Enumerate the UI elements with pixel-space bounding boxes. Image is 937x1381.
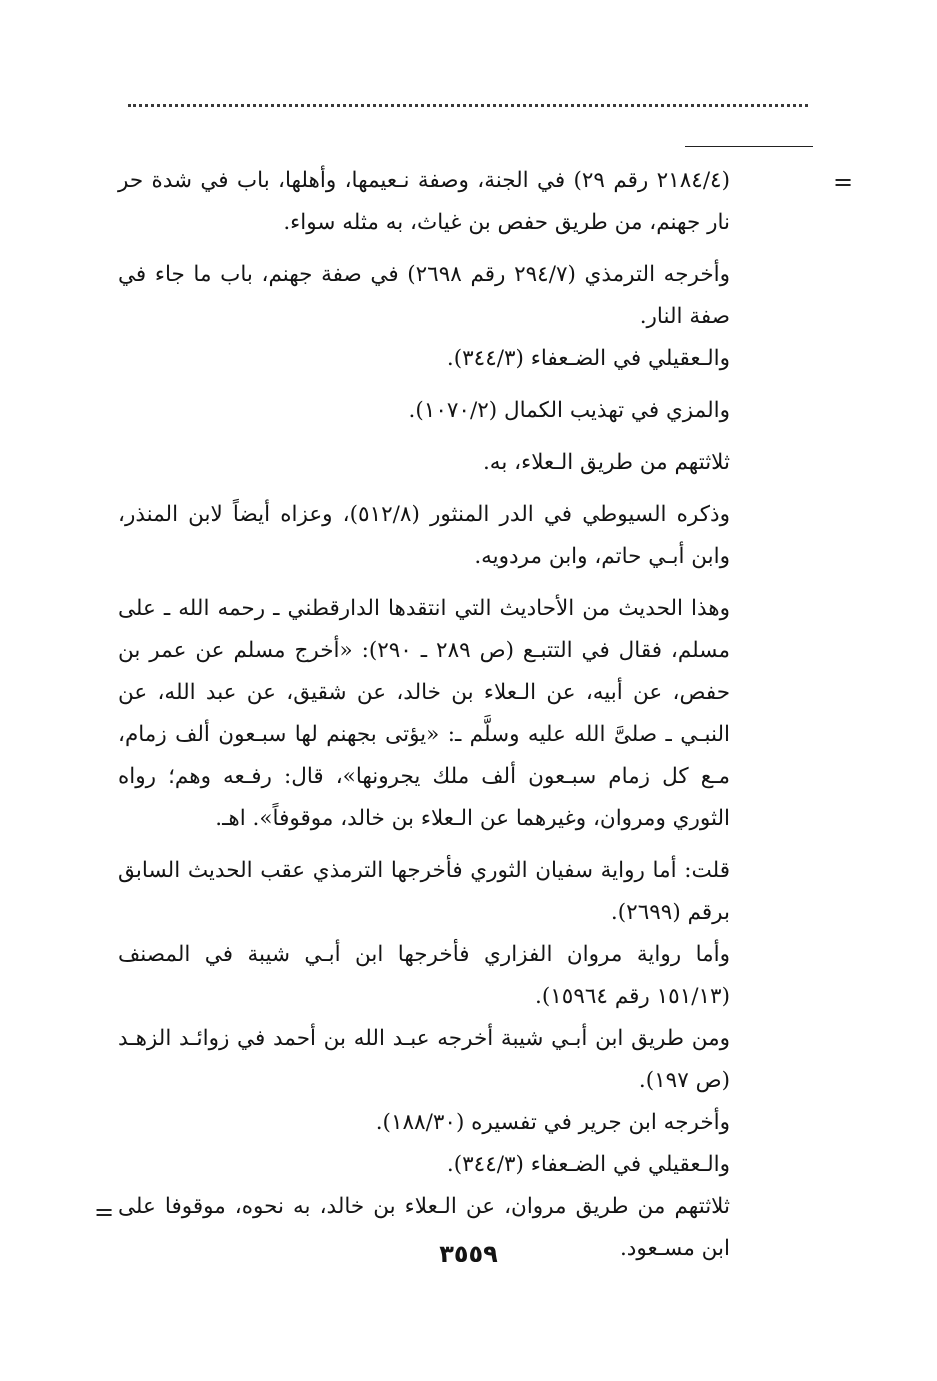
paragraph: (٢١٨٤/٤ رقم ٢٩) في الجنة، وصفة نـعيمها، وأهلها، باب في شدة حر نار جهنم، من طريق حفص بن غياث، به مثله سواء. — [118, 168, 730, 235]
paragraph: ومن طريق ابن أبـي شيبة أخرجه عبـد الله بن أحمد في زوائـد الزهـد (ص ١٩٧). — [118, 1026, 730, 1093]
paragraph: ثلاثتهم من طريق مروان، عن الـعلاء بن خالد، به نحوه، موقوفا على ابن مسـعود. — [118, 1194, 730, 1261]
paragraph: ثلاثتهم من طريق الـعلاء، به. — [482, 450, 730, 475]
paragraph: قلت: أما رواية سفيان الثوري فأخرجها الترمذي عقب الحديث السابق برقم (٢٦٩٩). — [118, 858, 730, 925]
continuation-mark-bottom: = — [94, 1198, 115, 1226]
paragraph: وذكره السيوطي في الدر المنثور (٥١٢/٨)، وعزاه أيضاً لابن المنذر، وابن أبـي حاتم، وابن مردويه. — [118, 502, 730, 569]
paragraph: وأما رواية مروان الفزاري فأخرجها ابن أبـي شيبة في المصنف (١٥١/١٣ رقم ١٥٩٦٤). — [118, 942, 730, 1009]
paragraph: وأخرجه الترمذي (٢٩٤/٧ رقم ٢٦٩٨) في صفة جهنم، باب ما جاء في صفة النار. — [118, 262, 731, 329]
continuation-mark-top: = — [833, 168, 854, 196]
header-rule — [685, 146, 813, 147]
footnote-text — [118, 160, 730, 1270]
dotted-separator — [128, 104, 808, 107]
paragraph: وأخرجه ابن جرير في تفسيره (١٨٨/٣٠). — [375, 1110, 730, 1135]
paragraph: والـعقيلي في الضـعفاء (٣٤٤/٣). — [446, 346, 730, 371]
paragraph: والـعقيلي في الضـعفاء (٣٤٤/٣). — [446, 1152, 730, 1177]
page-number: ٣٥٥٩ — [439, 1240, 498, 1268]
paragraph: والمزي في تهذيب الكمال (١٠٧٠/٢). — [408, 398, 730, 423]
paragraph: وهذا الحديث من الأحاديث التي انتقدها الدارقطني ـ رحمه الله ـ على مسلم، فقال في التتبـع (ص ٢٨٩ ـ ٢٩٠): «أخرج مسلم عن عمر بن حفص، عن أبيه، عن الـعلاء بن خالد، عن شقيق، عن عبد الله، عن النبـي ـ صلىَّ الله عليه وسلَّم ـ: «يؤتى بجهنم لها سبـعون ألف زمام، مـع كل زمام سبـعون ألف ملك يجرونها»، قال: رفـعه وهم؛ رواه الثوري ومروان، وغيرهما عن الـعلاء بن خالد، موقوفاً». اهـ. — [118, 596, 730, 831]
